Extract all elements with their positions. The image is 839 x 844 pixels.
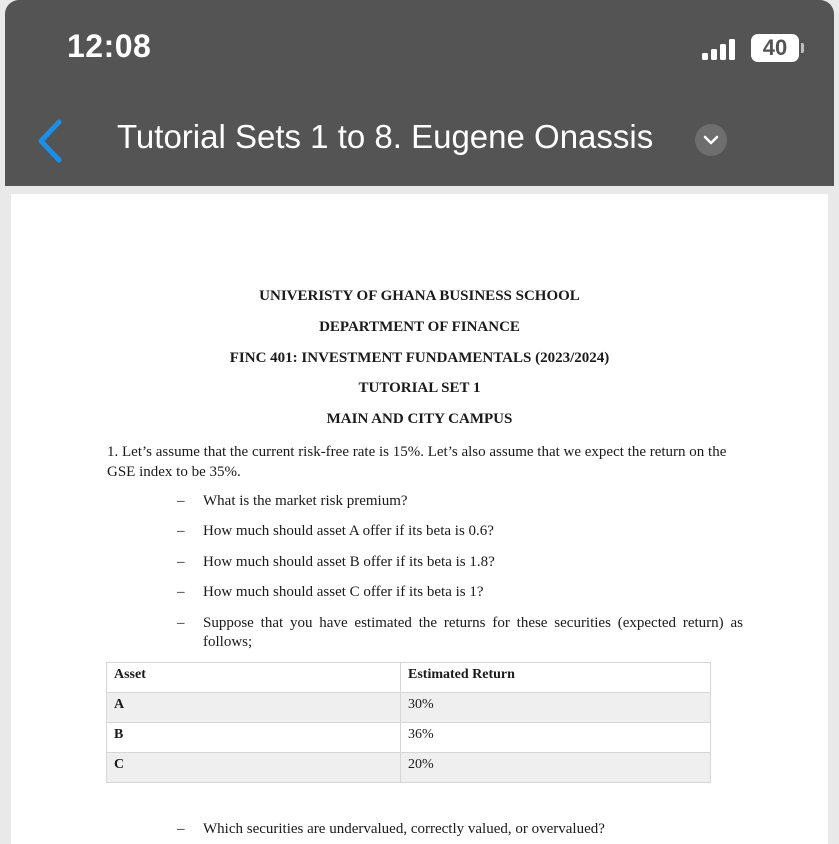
heading-campus: MAIN AND CITY CAMPUS bbox=[326, 411, 513, 427]
chevron-left-icon bbox=[33, 118, 69, 164]
table-cell-return: 20% bbox=[401, 753, 711, 783]
table-header-row bbox=[107, 663, 711, 693]
table-cell-asset: B bbox=[107, 723, 401, 753]
bullet-text: How much should asset C offer if its beta is 1? bbox=[203, 584, 484, 600]
table-header-asset: Asset bbox=[107, 663, 401, 693]
question-1-text: 1. Let’s assume that the current risk-free rate is 15%. Let’s also assume that we expect the return on the GSE index to be 35%. bbox=[107, 444, 727, 480]
cellular-signal-icon bbox=[702, 38, 742, 60]
chevron-down-icon bbox=[695, 124, 727, 156]
bullet-dash: – bbox=[177, 554, 185, 570]
bullet-text: What is the market risk premium? bbox=[203, 493, 408, 509]
bullet-dash: – bbox=[177, 821, 185, 837]
table-row bbox=[107, 723, 711, 753]
battery-icon bbox=[751, 34, 799, 62]
table-row bbox=[107, 753, 711, 783]
status-time: 12:08 bbox=[67, 28, 152, 64]
table-cell-return: 30% bbox=[401, 693, 711, 723]
bullet-dash: – bbox=[177, 615, 185, 631]
bullet-dash: – bbox=[177, 584, 185, 600]
title-menu-button[interactable] bbox=[695, 124, 727, 156]
bullet-text: How much should asset A offer if its beta is 0.6? bbox=[203, 523, 494, 539]
document-page bbox=[11, 194, 828, 844]
heading-department: DEPARTMENT OF FINANCE bbox=[319, 319, 520, 335]
heading-course: FINC 401: INVESTMENT FUNDAMENTALS (2023/2024) bbox=[229, 350, 610, 366]
battery-tip bbox=[801, 43, 804, 53]
table-header-estimated-return: Estimated Return bbox=[401, 663, 711, 693]
bullet-text: Which securities are undervalued, correctly valued, or overvalued? bbox=[203, 821, 605, 837]
table-cell-return: 36% bbox=[401, 723, 711, 753]
bullet-dash: – bbox=[177, 523, 185, 539]
bullet-text: How much should asset B offer if its beta is 1.8? bbox=[203, 554, 495, 570]
table-row bbox=[107, 693, 711, 723]
returns-table bbox=[106, 662, 711, 783]
battery-level: 40 bbox=[762, 35, 788, 60]
document-title: Tutorial Sets 1 to 8. Eugene Onassis bbox=[117, 118, 654, 155]
heading-tutorial-set: TUTORIAL SET 1 bbox=[358, 380, 481, 396]
heading-university: UNIVERISTY OF GHANA BUSINESS SCHOOL bbox=[259, 288, 580, 304]
top-bar bbox=[5, 0, 834, 186]
bullet-dash: – bbox=[177, 493, 185, 509]
table-cell-asset: A bbox=[107, 693, 401, 723]
bullet-text: Suppose that you have estimated the returns for these securities (expected return) as follows; bbox=[203, 615, 743, 650]
back-button[interactable] bbox=[33, 118, 69, 164]
table-cell-asset: C bbox=[107, 753, 401, 783]
